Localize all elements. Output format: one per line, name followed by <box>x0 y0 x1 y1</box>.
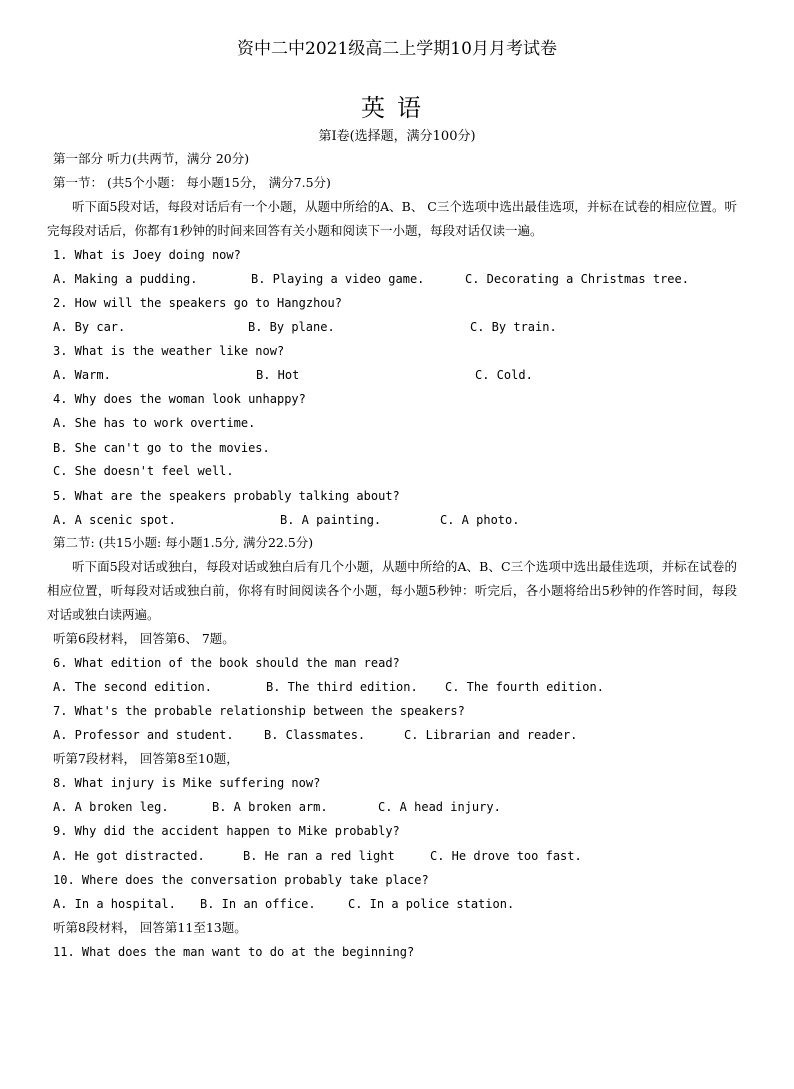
question-6-stem: 6. What edition of the book should the man read? <box>53 656 400 670</box>
question-6-option-a: A. The second edition. <box>53 680 212 694</box>
section2-instructions: 听下面5段对话或独白，每段对话或独白后有几个小题，从题中所给的A、B、C三个选项中选出最佳选项，并标在试卷的相应位置，听每段对话或独白前，你将有时间阅读各个小题，每小题5秒钟：听完后，各小题将给出5秒钟的作答时间，每段对话或独白读两遍。 <box>47 559 737 622</box>
question-5-stem: 5. What are the speakers probably talking about? <box>53 489 400 503</box>
question-10-stem: 10. Where does the conversation probably take place? <box>53 873 429 887</box>
question-9-option-a: A. He got distracted. <box>53 849 205 863</box>
question-10-option-b: B. In an office. <box>200 897 316 911</box>
question-10-option-c: C. In a police station. <box>348 897 515 911</box>
question-7-stem: 7. What's the probable relationship between the speakers? <box>53 704 465 718</box>
question-1-option-a: A. Making a pudding. <box>53 272 198 286</box>
question-7-option-c: C. Librarian and reader. <box>404 728 578 742</box>
question-7-option-b: B. Classmates. <box>264 728 366 742</box>
question-4-option-b: B. She can't go to the movies. <box>53 441 270 455</box>
volume-heading: 第Ⅰ卷(选择题，满分100分) <box>318 129 476 144</box>
exam-title: 资中二中2021级高二上学期10月月考试卷 <box>237 39 557 59</box>
section1-instructions: 听下面5段对话，每段对话后有一个小题，从题中所给的A、B、 C三个选项中选出最佳选项，并标在试卷的相应位置。听完每段对话后，你都有1秒钟的时间来回答有关小题和阅读下一小题，每段对话仅读一遍。 <box>47 199 737 238</box>
question-5-option-c: C. A photo. <box>440 513 520 527</box>
question-6-option-c: C. The fourth edition. <box>445 680 604 694</box>
material-6-instruction: 听第6段材料， 回答第6、 7题。 <box>53 631 235 646</box>
question-2-option-b: B. By plane. <box>248 320 335 334</box>
section1-heading: 第一节： (共5个小题： 每小题15分， 满分7.5分) <box>53 175 331 190</box>
material-8-instruction: 听第8段材料， 回答第11至13题。 <box>53 920 247 935</box>
subject-title: 英语 <box>361 94 433 122</box>
question-11-stem: 11. What does the man want to do at the beginning? <box>53 945 415 959</box>
question-3-option-c: C. Cold. <box>475 368 533 382</box>
question-3-option-a: A. Warm. <box>53 368 111 382</box>
question-5-option-b: B. A painting. <box>280 513 382 527</box>
question-2-stem: 2. How will the speakers go to Hangzhou? <box>53 296 342 310</box>
question-8-option-a: A. A broken leg. <box>53 800 169 814</box>
question-8-option-c: C. A head injury. <box>378 800 501 814</box>
part1-heading: 第一部分 听力(共两节，满分 20分) <box>53 151 250 166</box>
question-3-option-b: B. Hot <box>256 368 300 382</box>
material-7-instruction: 听第7段材料， 回答第8至10题， <box>53 751 239 766</box>
question-5-option-a: A. A scenic spot. <box>53 513 176 527</box>
question-9-option-b: B. He ran a red light <box>243 849 395 863</box>
question-2-option-c: C. By train. <box>470 320 557 334</box>
question-9-option-c: C. He drove too fast. <box>430 849 582 863</box>
question-2-option-a: A. By car. <box>53 320 126 334</box>
question-1-stem: 1. What is Joey doing now? <box>53 248 241 262</box>
question-10-option-a: A. In a hospital. <box>53 897 176 911</box>
question-1-option-b: B. Playing a video game. <box>251 272 425 286</box>
question-1-option-c: C. Decorating a Christmas tree. <box>465 272 689 286</box>
question-8-stem: 8. What injury is Mike suffering now? <box>53 776 321 790</box>
question-3-stem: 3. What is the weather like now? <box>53 344 285 358</box>
section2-heading: 第二节: (共15小题: 每小题1.5分, 满分22.5分) <box>53 535 314 550</box>
question-7-option-a: A. Professor and student. <box>53 728 234 742</box>
question-4-option-a: A. She has to work overtime. <box>53 416 256 430</box>
question-4-option-c: C. She doesn't feel well. <box>53 464 234 478</box>
question-6-option-b: B. The third edition. <box>266 680 418 694</box>
question-8-option-b: B. A broken arm. <box>212 800 328 814</box>
question-9-stem: 9. Why did the accident happen to Mike probably? <box>53 824 400 838</box>
question-4-stem: 4. Why does the woman look unhappy? <box>53 392 306 406</box>
